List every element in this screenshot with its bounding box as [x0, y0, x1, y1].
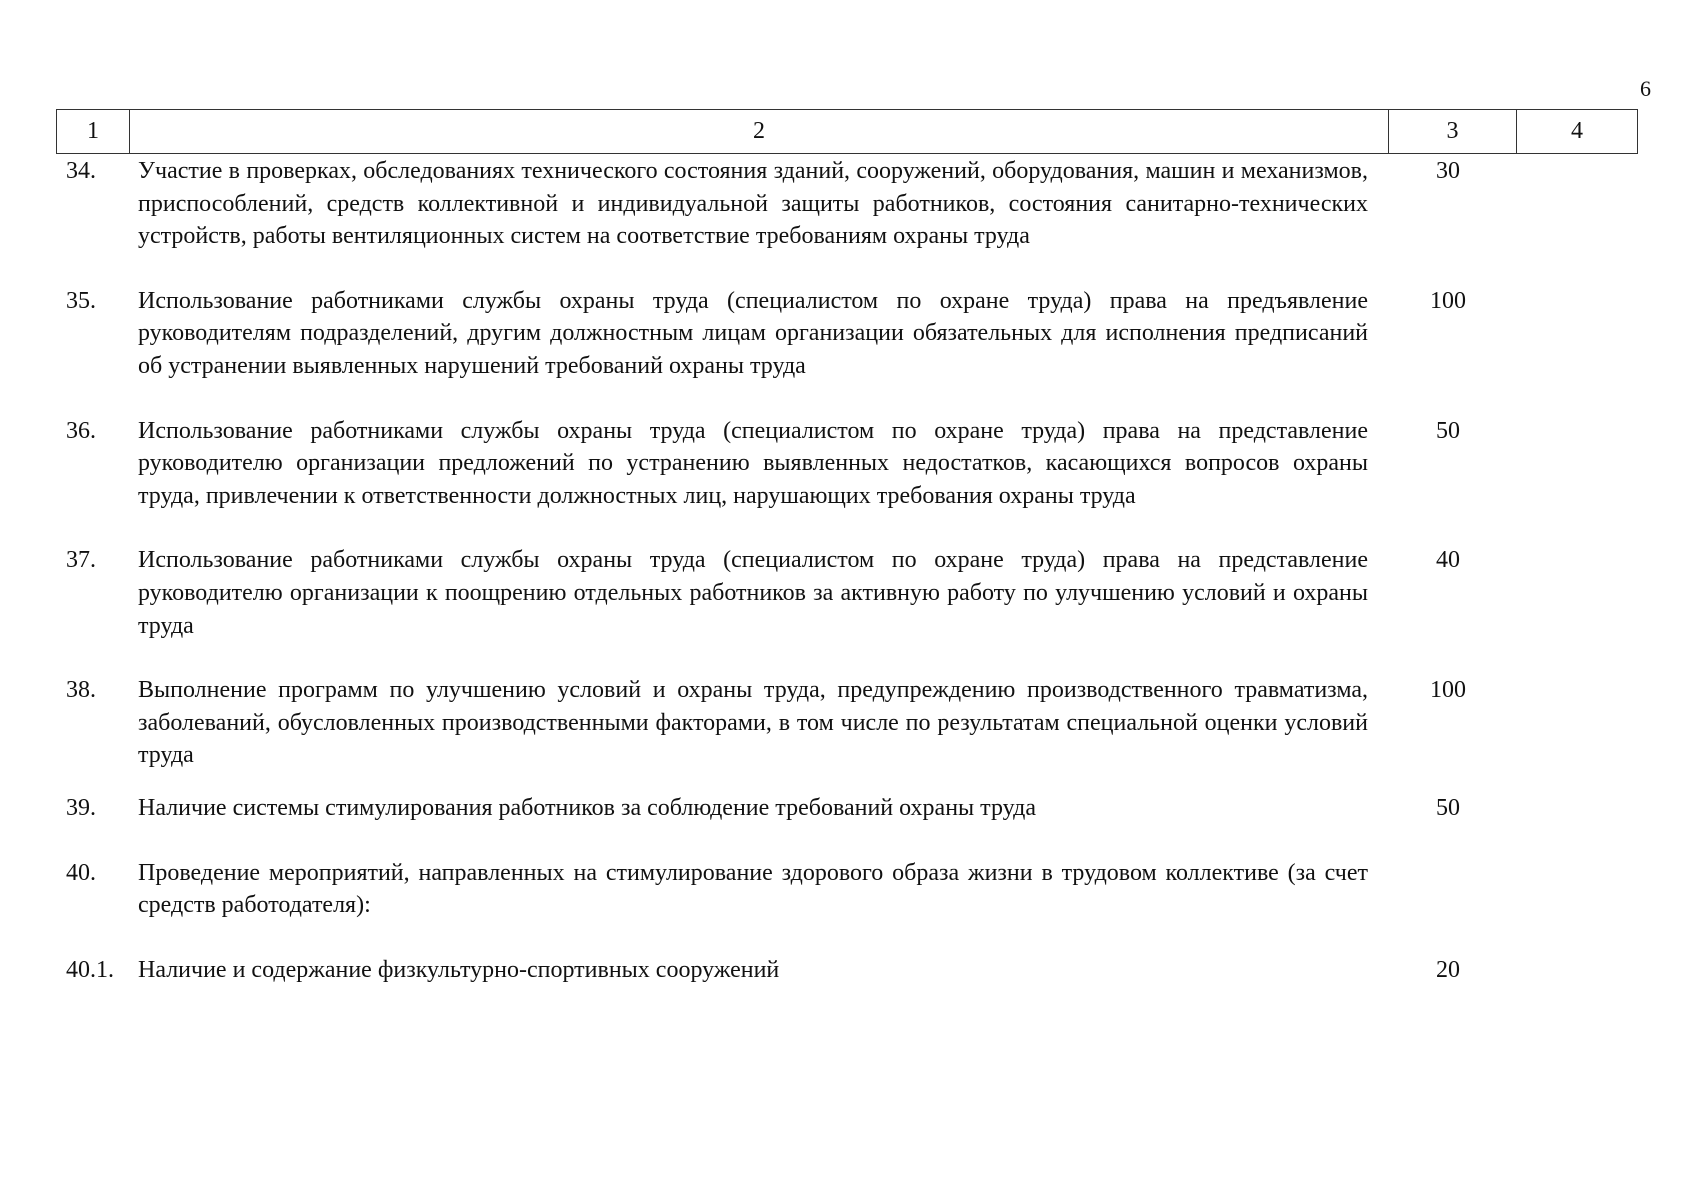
row-number: 35.: [66, 287, 96, 314]
row-points: 50: [1436, 417, 1460, 444]
table-body: [56, 155, 1638, 986]
row-points: 20: [1436, 956, 1460, 983]
column-number-4: 4: [1571, 118, 1583, 144]
row-text: Выполнение программ по улучшению условий и охраны труда, предупреждению производственного травматизма, заболеваний, обусловленных производственными факторами, в том числе по результатам специальной оценки условий труда: [138, 677, 1368, 769]
column-number-2: 2: [130, 110, 1389, 153]
column-number-1: 1: [57, 110, 130, 153]
table-row: [56, 674, 1638, 772]
row-points: 50: [1436, 794, 1460, 821]
column-number-3: 3: [1389, 110, 1517, 153]
table-row: [56, 544, 1638, 642]
row-number: 38.: [66, 677, 96, 704]
row-points: 30: [1436, 158, 1460, 184]
row-number: 37.: [66, 547, 96, 574]
row-number: 40.: [66, 859, 96, 886]
row-points: 100: [1430, 287, 1466, 314]
row-number: 34.: [66, 158, 96, 184]
table-row: [56, 285, 1638, 383]
row-text: Участие в проверках, обследованиях технического состояния зданий, сооружений, оборудования, машин и механизмов, приспособлений, средств коллективной и индивидуальной защиты работников, состояния санитарно-технических устройств, работы вентиляционных систем на соответствие требованиям охраны труда: [138, 158, 1368, 250]
row-text: Наличие системы стимулирования работников за соблюдение требований охраны труда: [138, 794, 1036, 821]
table-row: [56, 415, 1638, 513]
table-column-header: [56, 109, 1638, 154]
row-text: Проведение мероприятий, направленных на стимулирование здорового образа жизни в трудовом коллективе (за счет средств работодателя):: [138, 859, 1368, 919]
row-text: Использование работниками службы охраны труда (специалистом по охране труда) права на предъявление руководителям подразделений, другим должностным лицам организации обязательных для исполнения предписаний об устранении выявленных нарушений требований охраны труда: [138, 287, 1368, 379]
row-number: 39.: [66, 794, 96, 821]
row-number: 36.: [66, 417, 96, 444]
row-number: 40.1.: [66, 956, 114, 983]
row-text: Наличие и содержание физкультурно-спортивных сооружений: [138, 956, 780, 983]
row-points: 40: [1436, 547, 1460, 574]
row-text: Использование работниками службы охраны труда (специалистом по охране труда) права на представление руководителю организации к поощрению отдельных работников за активную работу по улучшению условий и охраны труда: [138, 547, 1368, 639]
page-number: 6: [1640, 76, 1651, 101]
table-row: [56, 792, 1638, 825]
row-points: 100: [1430, 677, 1466, 704]
table-row: [56, 954, 1638, 987]
row-text: Использование работниками службы охраны труда (специалистом по охране труда) права на представление руководителю организации предложений по устранению выявленных недостатков, касающихся вопросов охраны труда, привлечении к ответственности должностных лиц, нарушающих требования охраны труда: [138, 417, 1368, 509]
table-row: [56, 155, 1638, 253]
table-row: [56, 857, 1638, 922]
